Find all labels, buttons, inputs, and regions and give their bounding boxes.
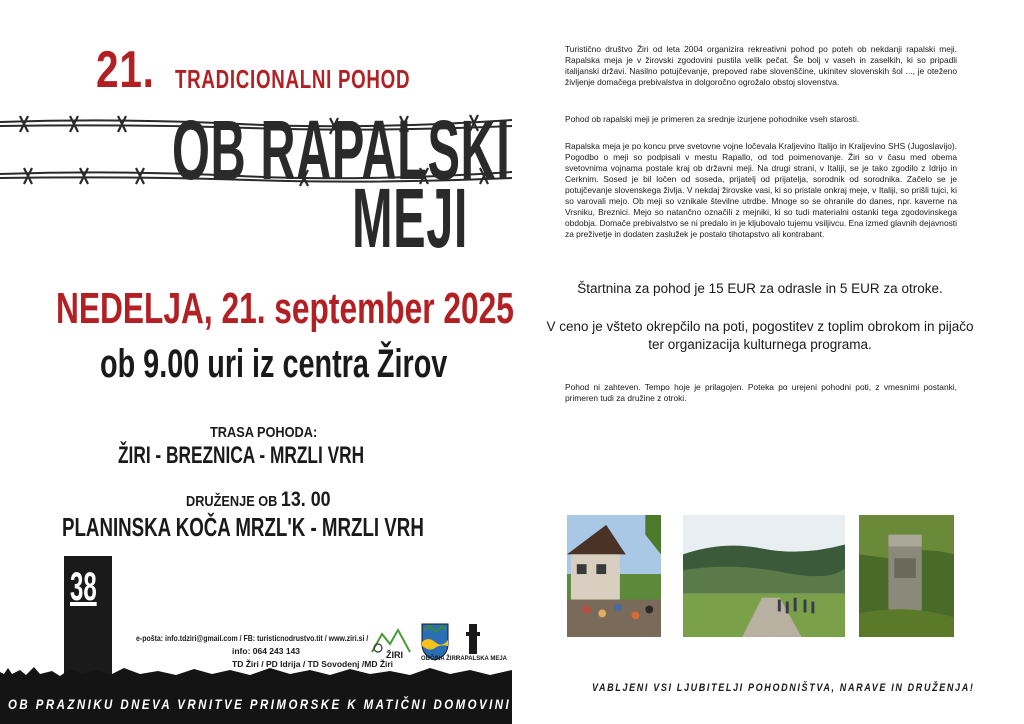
venue: PLANINSKA KOČA MRZL'K - MRZLI VRH (62, 512, 424, 542)
gathering-label (186, 488, 331, 512)
municipality-label: OBČINA ŽIRI (421, 656, 458, 662)
footer-invitation: VABLJENI VSI LJUBITELJI POHODNIŠTVA, NARAVE IN DRUŽENJA! (592, 682, 975, 694)
entry-fee: Štartnina za pohod je 15 EUR za odrasle in 5 EUR za otroke. (577, 281, 943, 296)
rapallo-logo-label: RAPALSKA MEJA (456, 656, 508, 662)
gathering-time: 13. 00 (280, 488, 331, 511)
suitability-paragraph: Pohod ob rapalski meji je primeren za srednje izurjene pohodnike vseh starosti. (565, 114, 860, 124)
contact-phone: info: 064 243 143 (232, 646, 301, 656)
difficulty-paragraph: Pohod ni zahteven. Tempo hoje je prilagojen. Poteka po urejeni pohodni poti, z vmesnimi postanki, primeren tudi za družine z otroki. (565, 382, 957, 403)
organizers: TD Žiri / PD Idrija / TD Sovodenj /MD Žiri (232, 659, 394, 669)
badge-number: 38 (70, 565, 97, 609)
event-title-line-1: OB RAPALSKI (172, 103, 511, 197)
footer-occasion: OB PRAZNIKU DNEVA VRNITVE PRIMORSKE K MATIČNI DOMOVINI SLOVENIJI (8, 696, 599, 712)
border-stone-photo (858, 514, 955, 638)
fee-includes: V ceno je všteto okrepčilo na poti, pogostitev z toplim obrokom in pijačo ter organizacija kulturnega programa. (546, 319, 974, 352)
ziri-tourism-logo-icon (368, 622, 414, 662)
edition-number: 21. (96, 41, 155, 99)
event-start: ob 9.00 uri iz centra Žirov (100, 342, 448, 386)
intro-paragraph: Turistično društvo Žiri od leta 2004 organizira rekreativni pohod po poteh ob nekdanji rapalski meji. Rapalska meja je v žirovski zgodovini pustila velik pečat. Še bolj v vaseh in zaselkih, ki so pripadli italijanski državi. Nasilno potujčevanje, prepoved rabe slovenščine, ukinitev slovenskih šol ..., je oteženo življenje domačega prebivalstva in dolgoročno ogrožalo obstoj slovenstva. (565, 44, 957, 87)
ziri-logo-text: ŽIRI (386, 650, 403, 660)
event-subtitle: TRADICIONALNI POHOD (175, 64, 411, 94)
event-title-line-2: MEJI (352, 171, 469, 265)
route-label: TRASA POHODA: (210, 424, 318, 441)
gathering-text: DRUŽENJE OB (186, 493, 278, 510)
route: ŽIRI - BREZNICA - MRZLI VRH (118, 442, 365, 469)
mountain-hut-photo (566, 514, 662, 638)
event-date: NEDELJA, 21. september 2025 (56, 284, 514, 333)
history-paragraph: Rapalska meja je po koncu prve svetovne vojne ločevala Kraljevino Italijo in Kraljevino SHS (Jugoslavijo). Pogodbo o meji so podpisali v mestu Rapallo, od tod poimenovanje. Žiri so v času med obema svetovnima vojnama postale kraj ob državni meji. Na drugi strani, v Italiji, se je tako zgodilo z Idrijo in Cerknim. Sosed je bil ločen od soseda, prijatelj od prijatelja, sorodnik od sorodnika. Začelo se je potujčevanje slovenskega življa. V nekdaj žirovske vasi, ki so pristale onkraj meje, v Italiji, so prišli tujci, ki so varovali mejo. Ob meji so vznikale številne utrdbe. Mnoge so se ohranile do danes, npr. kaverne na Vrsniku, Breznici. Mejo so natančno označili z mejniki, ki so tudi materialni ostanki tega zgodovinskega obdobja. Domače prebivalstvo se ni predalo in je kljubovalo tujemu vsiljivcu. Ena izmed glavnih dejavnosti za preživetje in dodaten zaslužek je postalo tihotapstvo ali kontrabant. (565, 141, 957, 239)
valley-hikers-photo (682, 514, 846, 638)
contact-email: e-pošta: info.tdziri@gmail.com / FB: turisticnodrustvo.tit / www.ziri.si / (136, 633, 369, 643)
